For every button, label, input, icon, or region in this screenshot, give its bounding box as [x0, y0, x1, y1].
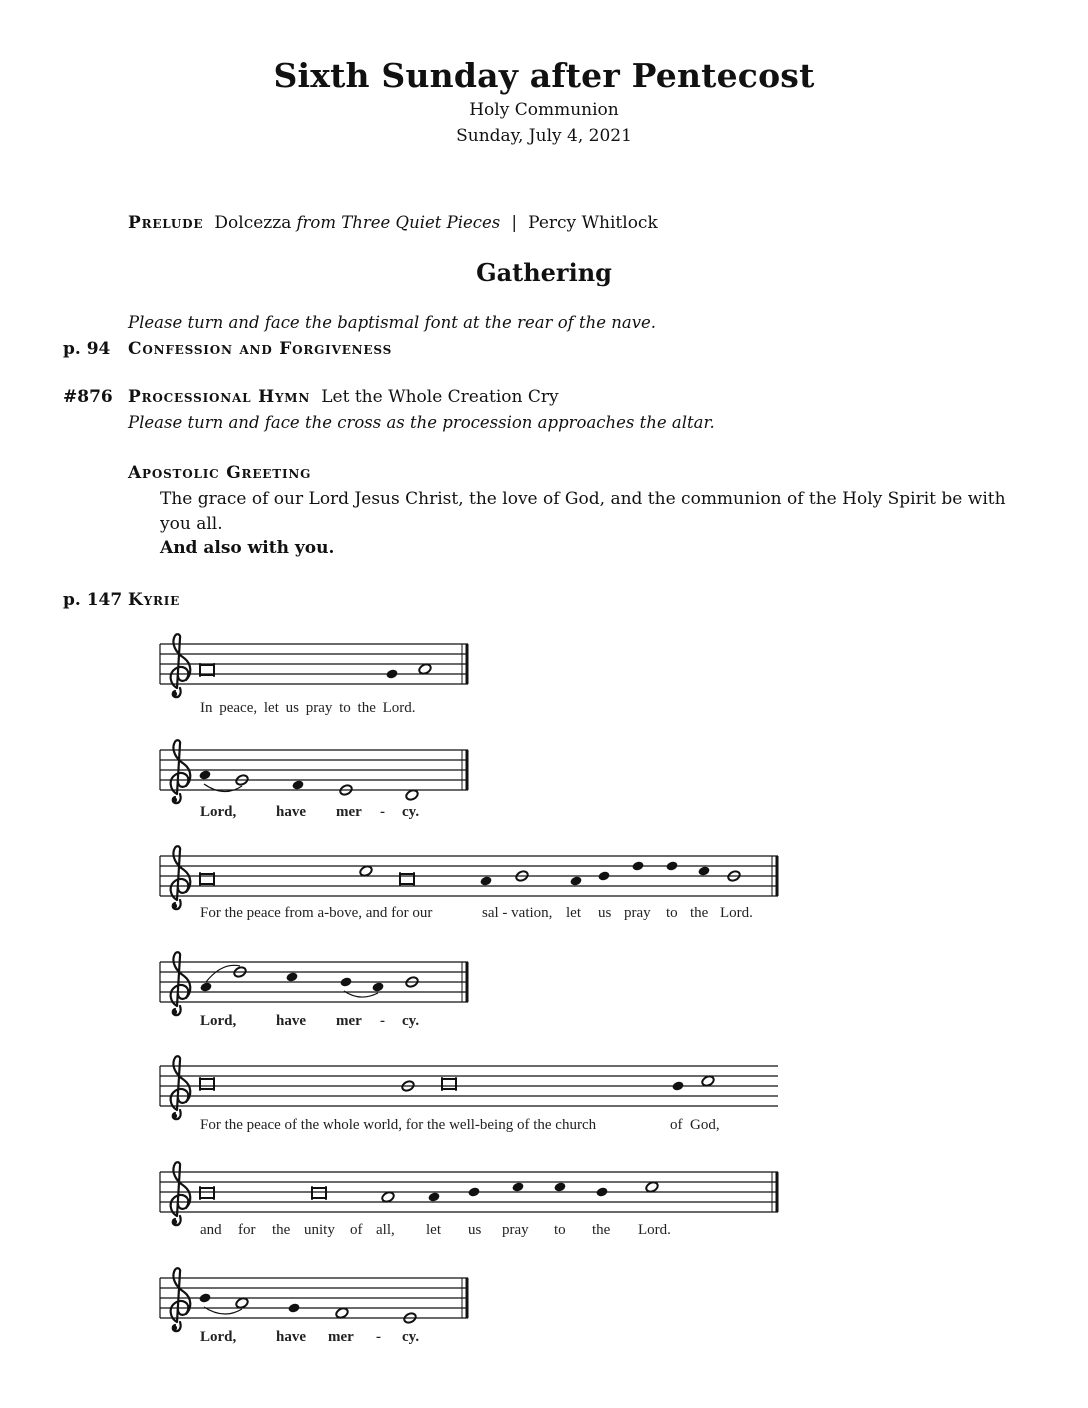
lyric: have	[276, 1329, 306, 1345]
note-breve	[200, 1077, 214, 1091]
kyrie-ref: p. 147	[63, 590, 123, 610]
prelude-separator: |	[511, 213, 518, 233]
lyric: the	[592, 1222, 611, 1238]
note-quarter	[553, 1181, 566, 1192]
lyric: cy.	[402, 1013, 420, 1029]
note-quarter	[339, 976, 352, 987]
hymn-line	[128, 387, 559, 407]
lyric: the	[690, 905, 709, 921]
note-quarter	[479, 875, 492, 886]
lyric: mer	[336, 1013, 362, 1029]
note-quarter	[665, 860, 678, 871]
lyric: cy.	[402, 804, 420, 820]
confession-label: Confession and Forgiveness	[128, 339, 393, 359]
kyrie-staff-5	[158, 1058, 788, 1120]
note-quarter	[595, 1186, 608, 1197]
lyric: sal - vation,	[482, 905, 553, 921]
kyrie-lyrics-1	[200, 700, 416, 717]
lyric: pray	[624, 905, 651, 921]
note-quarter	[199, 981, 212, 992]
note-quarter	[198, 1292, 211, 1303]
lyric: us	[468, 1222, 482, 1238]
lyric: Lord.	[638, 1222, 671, 1238]
lyric: of	[670, 1117, 683, 1133]
lyric: the	[272, 1222, 291, 1238]
lyric: In peace,	[200, 700, 258, 716]
page-title: Sixth Sunday after Pentecost	[273, 56, 815, 95]
lyric: Lord.	[720, 905, 753, 921]
note-quarter	[467, 1186, 480, 1197]
greeting-response: And also with you.	[160, 538, 335, 558]
hymn-ref: #876	[63, 387, 113, 407]
note-quarter	[631, 860, 644, 871]
note-breve	[312, 1186, 326, 1200]
lyric: -	[380, 1013, 385, 1029]
lyric: for	[238, 1222, 256, 1238]
lyric: of	[350, 1222, 363, 1238]
lyric: let	[426, 1222, 441, 1238]
lyric: let	[263, 700, 279, 716]
note-quarter	[198, 769, 211, 780]
note-quarter	[385, 668, 398, 679]
note-breve	[442, 1077, 456, 1091]
note-breve	[200, 663, 214, 677]
prelude-label: Prelude	[128, 213, 204, 233]
lyric: and	[200, 1222, 222, 1238]
prelude-line	[128, 213, 658, 233]
lyric: pray	[305, 700, 333, 716]
lyric: For the peace from a-bove, and for our	[200, 905, 433, 921]
note-quarter	[285, 971, 298, 982]
note-quarter	[671, 1080, 684, 1091]
lyric: Lord,	[200, 1013, 237, 1029]
note-quarter	[291, 779, 304, 790]
confession-ref: p. 94	[63, 339, 111, 359]
lyric: us	[285, 700, 299, 716]
prelude-piece: Dolcezza	[214, 213, 292, 233]
lyric: let	[566, 905, 581, 921]
lyric: to the	[339, 700, 376, 716]
lyric: -	[380, 804, 385, 820]
note-quarter	[427, 1191, 440, 1202]
lyric: us	[598, 905, 612, 921]
hymn-title: Let the Whole Creation Cry	[321, 387, 559, 407]
note-quarter	[697, 865, 710, 876]
service-date: Sunday, July 4, 2021	[456, 126, 632, 146]
prelude-composer: Percy Whitlock	[528, 213, 658, 233]
note-quarter	[597, 870, 610, 881]
lyric: all,	[376, 1222, 395, 1238]
note-quarter	[371, 981, 384, 992]
note-breve	[400, 872, 414, 886]
lyric: have	[276, 1013, 306, 1029]
note-breve	[200, 872, 214, 886]
prelude-source: from Three Quiet Pieces	[296, 213, 501, 232]
section-heading-gathering: Gathering	[476, 258, 612, 287]
lyric: to	[666, 905, 678, 921]
lyric: have	[276, 804, 306, 820]
greeting-label: Apostolic Greeting	[128, 463, 312, 483]
hymn-label: Processional Hymn	[128, 387, 311, 407]
font-instruction: Please turn and face the baptismal font at the rear of the nave.	[128, 313, 657, 332]
lyric: God,	[690, 1117, 720, 1133]
lyric: cy.	[402, 1329, 420, 1345]
note-quarter	[569, 875, 582, 886]
lyric: Lord,	[200, 1329, 237, 1345]
kyrie-staff-4	[158, 954, 478, 1016]
lyric: mer	[336, 804, 362, 820]
kyrie-staff-7	[158, 1270, 478, 1332]
lyric: unity	[304, 1222, 335, 1238]
lyric: Lord.	[382, 700, 416, 716]
note-quarter	[287, 1302, 300, 1313]
kyrie-staff-2	[158, 742, 478, 804]
lyric: pray	[502, 1222, 529, 1238]
kyrie-staff-3	[158, 848, 788, 910]
lyric: Lord,	[200, 804, 237, 820]
kyrie-label: Kyrie	[128, 590, 181, 610]
service-name: Holy Communion	[469, 100, 619, 120]
lyric: -	[376, 1329, 381, 1345]
note-breve	[200, 1186, 214, 1200]
lyric: For the peace of the whole world, for the well-being of the church	[200, 1117, 597, 1133]
lyric: to	[554, 1222, 566, 1238]
kyrie-staff-1	[158, 636, 478, 698]
kyrie-staff-6	[158, 1164, 788, 1226]
hymn-instruction: Please turn and face the cross as the procession approaches the altar.	[128, 413, 715, 432]
lyric: mer	[328, 1329, 354, 1345]
note-quarter	[511, 1181, 524, 1192]
greeting-leader: The grace of our Lord Jesus Christ, the love of God, and the communion of the Holy Spirit be with you all.	[160, 489, 1006, 534]
